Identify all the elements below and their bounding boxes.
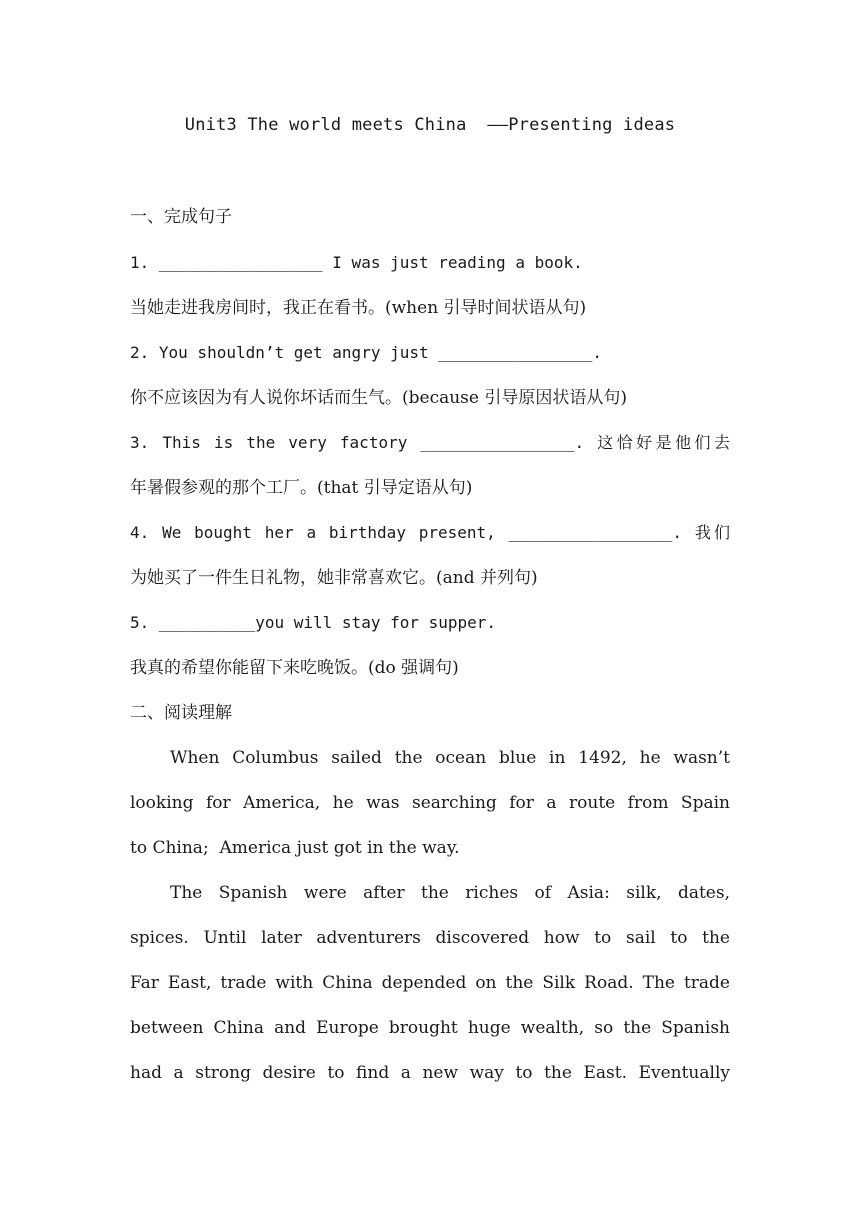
passage-line: When Columbus sailed the ocean blue in 1492, he wasn’t [170, 748, 730, 768]
exercise-item-5-chinese: 我真的希望你能留下来吃晚饭。(do 强调句) [130, 658, 459, 678]
exercise-item-3-english: 3. This is the very factory ________________. 这恰好是他们去 [130, 433, 730, 452]
exercise-item-1-chinese: 当她走进我房间时，我正在看书。(when 引导时间状语从句) [130, 298, 587, 318]
exercise-item-4-chinese: 为她买了一件生日礼物，她非常喜欢它。(and 并列句) [130, 568, 538, 588]
exercise-item-2-chinese: 你不应该因为有人说你坏话而生气。(because 引导原因状语从句) [130, 388, 627, 408]
exercise-item-5-english: 5. __________you will stay for supper. [130, 613, 497, 632]
section-heading-reading: 二、阅读理解 [130, 703, 232, 723]
passage-line: spices. Until later adventurers discovered how to sail to the [130, 928, 730, 948]
exercise-item-2-english: 2. You shouldn’t get angry just ________________. [130, 343, 603, 362]
passage-line: to China; America just got in the way. [130, 838, 460, 858]
section-heading-complete-sentences: 一、完成句子 [130, 207, 232, 227]
exercise-item-4-english: 4. We bought her a birthday present, _________________. 我们 [130, 523, 730, 542]
passage-line: The Spanish were after the riches of Asia: silk, dates, [170, 883, 730, 903]
passage-line: had a strong desire to find a new way to the East. Eventually [130, 1063, 730, 1083]
page-title: Unit3 The world meets China ——Presenting ideas [184, 115, 676, 135]
passage-line: between China and Europe brought huge wealth, so the Spanish [130, 1018, 730, 1038]
passage-line: looking for America, he was searching for a route from Spain [130, 793, 730, 813]
passage-line: Far East, trade with China depended on the Silk Road. The trade [130, 973, 730, 993]
exercise-item-1-english: 1. _________________ I was just reading a book. [130, 253, 583, 272]
exercise-item-3-chinese: 年暑假参观的那个工厂。(that 引导定语从句) [130, 478, 473, 498]
